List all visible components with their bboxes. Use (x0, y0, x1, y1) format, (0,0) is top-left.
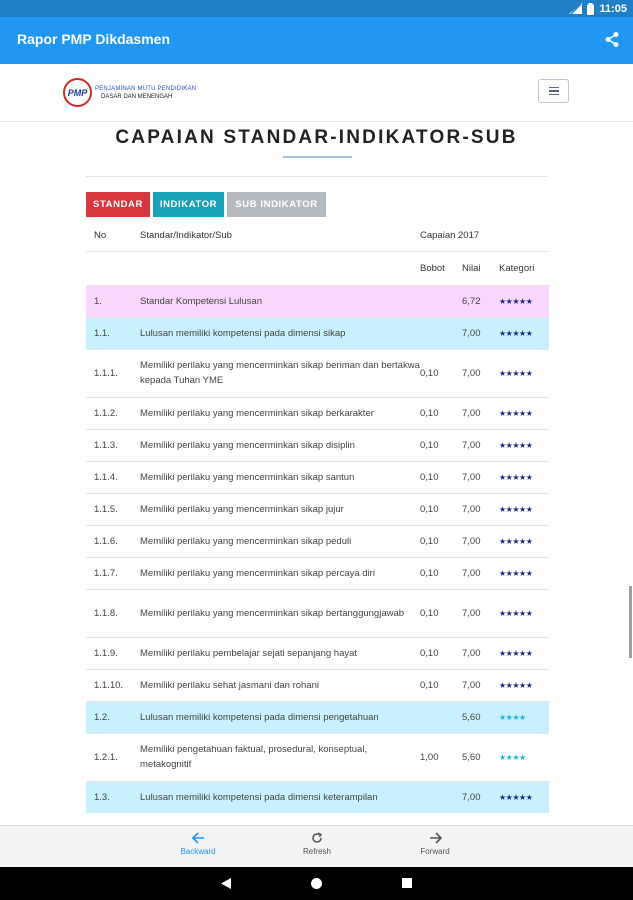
row-no: 1.1.8. (94, 607, 118, 619)
table-row (86, 317, 549, 349)
row-kategori: ★★★★★ (499, 680, 533, 690)
row-no: 1.1.2. (94, 407, 118, 419)
row-kategori: ★★★★★ (499, 568, 533, 578)
arrow-right-icon (429, 832, 442, 844)
refresh-icon (311, 832, 323, 844)
row-no: 1.2.1. (94, 751, 118, 763)
header-capaian: Capaian 2017 (420, 220, 549, 251)
row-desc: Lulusan memiliki kompetensi pada dimensi sikap (140, 327, 346, 339)
header-desc: Standar/Indikator/Sub (140, 220, 420, 251)
row-bobot: 0,10 (420, 367, 439, 379)
row-kategori: ★★★★★ (499, 296, 533, 306)
row-desc: Memiliki perilaku yang mencerminkan sikap beriman dan bertakwa kepada Tuhan YME (140, 360, 420, 386)
row-bobot: 1,00 (420, 751, 439, 763)
status-icons (569, 1, 627, 16)
table-row (86, 493, 549, 525)
divider (86, 176, 548, 177)
header-kategori: Kategori (499, 262, 535, 274)
row-kategori: ★★★★★ (499, 504, 533, 514)
row-kategori: ★★★★ (499, 712, 526, 722)
row-no: 1.1.4. (94, 471, 118, 483)
share-button[interactable] (605, 32, 619, 52)
row-bobot: 0,10 (420, 535, 439, 547)
row-no: 1.1.9. (94, 647, 118, 659)
row-kategori: ★★★★★ (499, 368, 533, 378)
tab-indikator[interactable]: INDIKATOR (153, 192, 224, 217)
menu-toggle-button[interactable] (538, 79, 569, 103)
row-bobot: 0,10 (420, 503, 439, 515)
row-kategori: ★★★★★ (499, 648, 533, 658)
table-row (86, 701, 549, 733)
home-circle-icon[interactable] (311, 878, 322, 889)
status-time: 11:05 (599, 2, 627, 15)
row-bobot: 0,10 (420, 679, 439, 691)
arrow-left-icon (192, 832, 205, 844)
row-desc: Memiliki perilaku yang mencerminkan sikap santun (140, 471, 355, 483)
table-row (86, 589, 549, 637)
row-nilai: 5,60 (462, 751, 481, 763)
recents-square-icon[interactable] (402, 878, 412, 888)
row-desc: Memiliki perilaku yang mencerminkan sikap berkarakter (140, 407, 374, 419)
status-bar (0, 0, 633, 17)
header-bobot: Bobot (420, 262, 445, 274)
bottom-nav (0, 825, 633, 867)
row-kategori: ★★★★★ (499, 608, 533, 618)
logo-line2: DASAR DAN MENENGAH (101, 93, 173, 100)
row-desc: Memiliki perilaku pembelajar sejati sepanjang hayat (140, 647, 358, 659)
capaian-table (86, 220, 549, 813)
logo-text (95, 85, 196, 101)
page-title: CAPAIAN STANDAR-INDIKATOR-SUB (115, 127, 518, 148)
row-bobot: 0,10 (420, 407, 439, 419)
table-row (86, 637, 549, 669)
row-desc: Lulusan memiliki kompetensi pada dimensi keterampilan (140, 791, 378, 803)
back-triangle-icon[interactable] (221, 878, 231, 889)
header-no: No (86, 220, 140, 251)
row-desc: Lulusan memiliki kompetensi pada dimensi pengetahuan (140, 711, 379, 723)
row-kategori: ★★★★★ (499, 440, 533, 450)
row-nilai: 7,00 (462, 367, 481, 379)
signal-icon (569, 3, 582, 14)
row-bobot: 0,10 (420, 607, 439, 619)
row-kategori: ★★★★★ (499, 408, 533, 418)
row-desc: Memiliki perilaku yang mencerminkan sikap jujur (140, 503, 344, 515)
row-no: 1.1.6. (94, 535, 118, 547)
forward-label: Forward (420, 847, 450, 856)
refresh-button[interactable] (297, 832, 337, 856)
row-nilai: 7,00 (462, 567, 481, 579)
row-bobot: 0,10 (420, 647, 439, 659)
row-bobot: 0,10 (420, 567, 439, 579)
pmp-logo[interactable] (63, 78, 196, 107)
row-bobot: 0,10 (420, 471, 439, 483)
table-row (86, 733, 549, 781)
backward-button[interactable] (176, 832, 220, 856)
table-row (86, 461, 549, 493)
table-row (86, 669, 549, 701)
backward-label: Backward (180, 847, 216, 856)
row-nilai: 5,60 (462, 711, 481, 723)
share-icon (605, 32, 619, 47)
hamburger-icon (549, 87, 559, 89)
row-no: 1.1.3. (94, 439, 118, 451)
table-row (86, 349, 549, 397)
row-kategori: ★★★★ (499, 752, 526, 762)
row-nilai: 7,00 (462, 607, 481, 619)
refresh-label: Refresh (302, 847, 331, 856)
row-kategori: ★★★★★ (499, 792, 533, 802)
table-row (86, 285, 549, 317)
row-bobot: 0,10 (420, 439, 439, 451)
row-no: 1.1. (94, 327, 110, 339)
header-nilai: Nilai (462, 262, 481, 274)
row-nilai: 7,00 (462, 327, 481, 339)
row-nilai: 7,00 (462, 471, 481, 483)
row-desc: Memiliki perilaku yang mencerminkan sikap peduli (140, 535, 352, 547)
row-nilai: 7,00 (462, 503, 481, 515)
row-no: 1.3. (94, 791, 110, 803)
row-nilai: 7,00 (462, 407, 481, 419)
forward-button[interactable] (413, 832, 457, 856)
row-nilai: 7,00 (462, 535, 481, 547)
row-no: 1.2. (94, 711, 110, 723)
table-row (86, 781, 549, 813)
row-kategori: ★★★★★ (499, 472, 533, 482)
row-desc: Memiliki perilaku yang mencerminkan sikap disiplin (140, 439, 355, 451)
table-row (86, 557, 549, 589)
battery-icon (587, 3, 594, 15)
row-kategori: ★★★★★ (499, 536, 533, 546)
title-underline (283, 156, 352, 158)
app-title: Rapor PMP Dikdasmen (17, 31, 171, 47)
table-row (86, 397, 549, 429)
table-row (86, 525, 549, 557)
table-row (86, 429, 549, 461)
logo-badge: PMP (63, 78, 92, 107)
scrollbar-thumb[interactable] (629, 586, 632, 658)
row-desc: Memiliki perilaku yang mencerminkan sikap bertanggungjawab (140, 607, 405, 619)
app-bar (0, 17, 633, 64)
tab-standar[interactable]: STANDAR (86, 192, 150, 217)
row-nilai: 6,72 (462, 295, 481, 307)
row-no: 1. (94, 295, 102, 307)
logo-line1: PENJAMINAN MUTU PENDIDIKAN (95, 85, 197, 92)
row-nilai: 7,00 (462, 791, 481, 803)
tab-sub-indikator[interactable]: SUB INDIKATOR (227, 192, 326, 217)
row-nilai: 7,00 (462, 439, 481, 451)
row-nilai: 7,00 (462, 679, 481, 691)
system-nav-bar (0, 867, 633, 900)
row-desc: Memiliki perilaku sehat jasmani dan rohani (140, 679, 320, 691)
row-no: 1.1.7. (94, 567, 118, 579)
row-desc: Memiliki perilaku yang mencerminkan sikap percaya diri (140, 567, 375, 579)
row-no: 1.1.5. (94, 503, 118, 515)
row-kategori: ★★★★★ (499, 328, 533, 338)
row-desc: Standar Kompetensi Lulusan (140, 295, 262, 307)
table-body (86, 285, 549, 813)
row-no: 1.1.10. (94, 679, 124, 691)
row-no: 1.1.1. (94, 367, 118, 379)
row-desc: Memiliki pengetahuan faktual, prosedural, konseptual, metakognitif (140, 744, 368, 770)
row-nilai: 7,00 (462, 647, 481, 659)
filter-tabs (86, 192, 326, 217)
